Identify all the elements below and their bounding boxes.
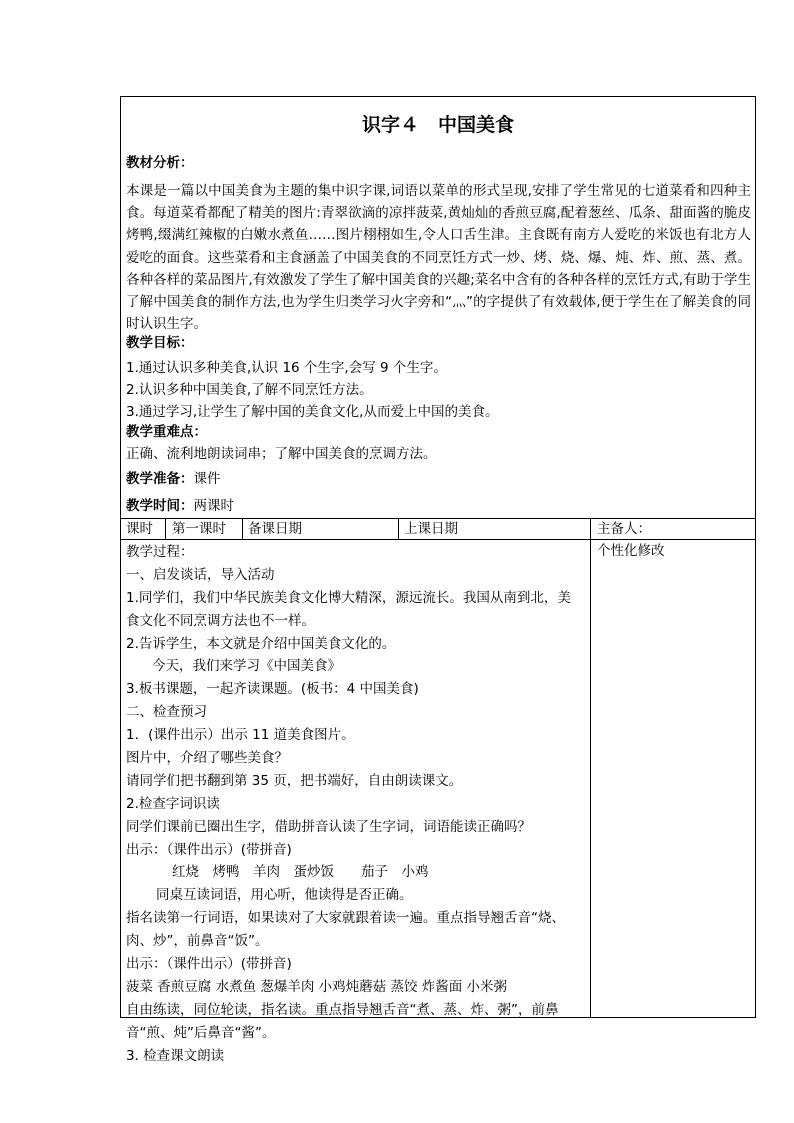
col-divider-main	[590, 518, 591, 1018]
period-label: 课时	[126, 521, 153, 537]
goals-heading: 教学目标：	[126, 335, 194, 351]
process-line: 音“煎、炖”后鼻音“酱”。	[126, 1024, 276, 1041]
process-line: 出示：（课件出示）(带拼音)	[126, 956, 292, 973]
goal-item: 2.认识多种中国美食,了解不同烹饪方法。	[126, 382, 373, 398]
process-line: 2.检查字词识读	[126, 795, 220, 812]
process-line: 食文化不同烹调方法也不一样。	[126, 612, 315, 629]
prep-value: 课件	[193, 471, 221, 487]
process-line: 图片中，介绍了哪些美食？	[126, 750, 288, 767]
process-line: 3. 检查课文朗读	[126, 1047, 225, 1064]
process-line: 2.告诉学生，本文就是介绍中国美食文化的。	[126, 635, 396, 652]
process-line: 同桌互读词语，用心听，他读得是否正确。	[156, 887, 413, 904]
process-line: 今天，我们来学习《中国美食》	[152, 658, 341, 675]
prep-row	[126, 469, 221, 489]
process-line: 二、检查预习	[126, 704, 207, 721]
process-line: 出示：（课件出示）(带拼音)	[126, 841, 292, 858]
analysis-text: 本课是一篇以中国美食为主题的集中识字课,词语以菜单的形式呈现,安排了学生常见的七道菜肴和四种主食。每道菜肴都配了精美的图片:青翠欲滴的凉拌菠菜,黄灿灿的香煎豆腐,配着葱丝、瓜条、甜面酱的脆皮烤鸭,缀满红辣椒的白嫩水煮鱼……图片栩栩如生,令人口舌生津。主食既有南方人爱吃的米饭也有北方人爱吃的面食。这些菜肴和主食涵盖了中国美食的不同烹饪方式一炒、烤、烧、爆、炖、炸、煎、蒸、煮。各种各样的菜品图片,有效激发了学生了解中国美食的兴趣;菜名中含有的各种各样的烹饪方式,有助于学生了解中国美食的制作方法,也为学生归类学习火字旁和“灬”的字提供了有效载体,便于学生在了解美食的同时认识生字。	[126, 183, 751, 333]
process-line: 菠菜 香煎豆腐 水煮鱼 葱爆羊肉 小鸡炖蘑菇 蒸饺 炸酱面 小米粥	[126, 978, 508, 995]
process-line: 教学过程：	[126, 544, 194, 560]
goal-item: 3.通过学习,让学生了解中国的美食文化,从而爱上中国的美食。	[126, 404, 499, 420]
process-line: 1．(课件出示）出示 11 道美食图片。	[126, 727, 355, 744]
process-line: 同学们课前已圈出生字，借助拼音认读了生字词，词语能读正确吗？	[126, 818, 531, 835]
page-title: 识字４ 中国美食	[361, 114, 514, 136]
prep-date-label: 备课日期	[248, 521, 302, 537]
process-line: 请同学们把书翻到第 35 页，把书端好，自由朗读课文。	[126, 772, 463, 789]
process-line: 3.板书课题，一起齐读课题。(板书：4 中国美食)	[126, 681, 419, 698]
process-line: 红烧 烤鸭 羊肉 蛋炒饭 茄子 小鸡	[172, 864, 429, 881]
time-row	[126, 496, 234, 516]
process-line: 自由练读，同位轮读，指名读。重点指导翘舌音“煮、蒸、炸、粥”，前鼻	[126, 1001, 559, 1018]
key-points-heading: 教学重难点：	[126, 424, 207, 440]
class-date-label: 上课日期	[404, 521, 458, 537]
key-points-text: 正确、流利地朗读词串；了解中国美食的烹调方法。	[126, 446, 437, 462]
prep-heading: 教学准备：	[126, 471, 194, 487]
preparer-label: 主备人：	[597, 521, 651, 537]
process-line: 一、启发谈话，导入活动	[126, 566, 275, 583]
personalize-label: 个性化修改	[597, 543, 665, 559]
col-divider-2	[242, 518, 243, 539]
goal-item: 1.通过认识多种美食,认识 16 个生字,会写 9 个生字。	[126, 360, 447, 376]
time-heading: 教学时间：	[126, 498, 194, 514]
analysis-heading: 教材分析：	[126, 155, 194, 171]
period-value: 第一课时	[172, 521, 226, 537]
process-line: 肉、炒”，前鼻音“饭”。	[126, 933, 269, 950]
col-divider-3	[398, 518, 399, 539]
teaching-process	[126, 541, 586, 1067]
process-line: 1.同学们，我们中华民族美食文化博大精深，源远流长。我国从南到北，美	[126, 589, 571, 606]
time-value: 两课时	[193, 498, 234, 514]
row-divider-schedule-bottom	[120, 539, 756, 540]
process-line: 指名读第一行词语，如果读对了大家就跟着读一遍。重点指导翘舌音“烧、	[126, 910, 565, 927]
col-divider-1	[165, 518, 166, 539]
